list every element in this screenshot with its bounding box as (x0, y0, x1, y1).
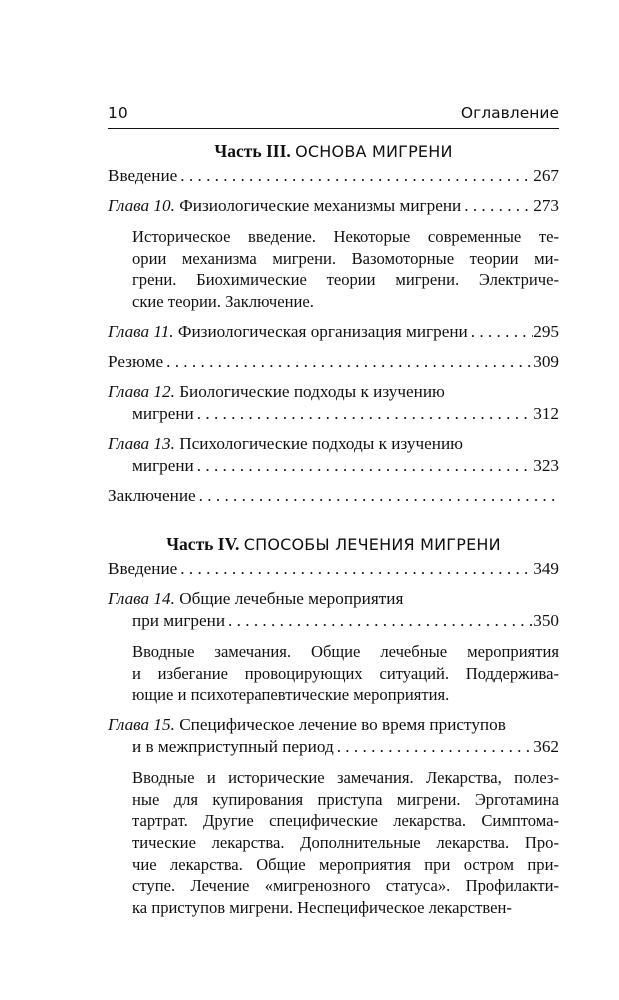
chapter-title-text: мигрени (132, 455, 194, 475)
leader-dots (177, 165, 533, 187)
part-title (108, 533, 559, 556)
description-line: ные для купирования приступа мигрени. Эрготамина (132, 789, 559, 809)
toc-line (108, 610, 559, 632)
toc-line (108, 485, 559, 507)
chapter-title-text: мигрени (132, 403, 194, 423)
toc-page-number: 273 (533, 196, 559, 215)
toc-line (108, 588, 559, 610)
toc-chapter-title (108, 382, 445, 401)
toc-line (108, 351, 559, 373)
header-rule (108, 128, 559, 129)
toc-chapter-entry (108, 195, 559, 313)
part-label: Часть IV. (166, 533, 240, 554)
chapter-title-text: Физиологические механизмы мигрени (179, 196, 462, 215)
toc-page-number: 349 (533, 558, 559, 578)
toc-line (108, 165, 559, 187)
description-line: ка приступов мигрени. Неспецифическое лекарствен- (132, 898, 512, 918)
toc-chapter-entry (108, 433, 559, 477)
chapter-title-text: Специфическое лечение во время приступов (179, 714, 506, 734)
toc-page-number: 309 (533, 351, 559, 371)
table-of-contents (108, 136, 559, 919)
chapter-title-text: при мигрени (132, 610, 226, 630)
toc-line (108, 736, 559, 758)
toc-entry (108, 558, 559, 580)
toc-chapter-entry (108, 321, 559, 343)
toc-chapter-entry (108, 381, 559, 425)
description-line: ории механизма мигрени. Вазомоторные теории ми- (132, 248, 559, 268)
toc-chapter-entry (108, 588, 559, 706)
toc-line (108, 381, 559, 403)
page-number: 10 (108, 104, 128, 122)
description-line: тартрат. Другие специфические лекарства. Симптома- (132, 811, 559, 831)
toc-line (108, 321, 559, 343)
description-line: Историческое введение. Некоторые современные те- (132, 227, 559, 246)
part-title (108, 140, 559, 163)
toc-line (108, 433, 559, 455)
chapter-label: Глава 10. (108, 196, 175, 215)
toc-chapter-title (108, 321, 468, 343)
toc-chapter-title (108, 589, 403, 608)
toc-chapter-entry (108, 714, 559, 919)
chapter-label: Глава 15. (108, 714, 175, 734)
toc-line (108, 455, 559, 477)
toc-chapter-title (132, 403, 194, 425)
toc-entry (108, 485, 559, 507)
chapter-label: Глава 14. (108, 588, 175, 608)
toc-entry-title: Введение (108, 558, 178, 578)
leader-dots (334, 736, 534, 758)
toc-line (108, 403, 559, 425)
toc-page-number: 267 (533, 166, 559, 185)
description-line: грени. Биохимические теории мигрени. Электриче- (132, 270, 559, 290)
chapter-label: Глава 11. (108, 321, 174, 341)
chapter-description (132, 767, 559, 919)
toc-chapter-title (108, 715, 506, 734)
chapter-title-text: Биологические подходы к изучению (179, 381, 445, 401)
toc-line (108, 195, 559, 217)
chapter-description (132, 226, 559, 313)
section-title: Оглавление (460, 104, 559, 122)
chapter-title-text: Общие лечебные мероприятия (179, 588, 404, 608)
toc-page-number: 350 (533, 610, 559, 630)
toc-chapter-title (132, 455, 194, 477)
toc-chapter-title (132, 736, 334, 758)
description-line: ступе. Лечение «мигренозного статуса». Профилакти- (132, 876, 559, 896)
description-line: ские теории. Заключение. (132, 292, 314, 312)
leader-dots (468, 321, 533, 343)
description-line: Вводные и исторические замечания. Лекарства, полез- (132, 767, 559, 787)
leader-dots (461, 195, 533, 217)
chapter-label: Глава 12. (108, 381, 175, 401)
leader-dots (194, 455, 533, 477)
part-name: ОСНОВА МИГРЕНИ (295, 142, 453, 161)
toc-entry (108, 165, 559, 187)
leader-dots (177, 558, 533, 580)
chapter-title-text: Физиологическая организация мигрени (177, 321, 468, 341)
toc-page-number: 323 (533, 455, 559, 475)
toc-chapter-title (132, 610, 225, 632)
chapter-description (132, 641, 559, 706)
toc-page-number: 362 (533, 736, 559, 756)
description-line: ющие и психотерапевтические мероприятия. (132, 685, 450, 705)
toc-page-number: 295 (533, 321, 559, 341)
description-line: и избегание провоцирующих ситуаций. Поддержива- (132, 663, 559, 683)
chapter-label: Глава 13. (108, 433, 175, 453)
part-name: СПОСОБЫ ЛЕЧЕНИЯ МИГРЕНИ (243, 534, 501, 554)
toc-line (108, 558, 559, 580)
leader-dots (194, 403, 533, 425)
leader-dots (196, 485, 559, 507)
toc-entry-title: Резюме (108, 351, 164, 371)
toc-entry-title: Введение (108, 166, 178, 185)
toc-entry (108, 351, 559, 373)
leader-dots (163, 351, 533, 373)
chapter-title-text: Психологические подходы к изучению (179, 433, 463, 453)
description-line: тические лекарства. Дополнительные лекарства. Про- (132, 833, 559, 853)
toc-entry-title: Заключение (108, 485, 196, 505)
toc-page-number: 312 (533, 403, 559, 423)
running-head (108, 104, 559, 122)
toc-chapter-title (108, 434, 463, 453)
toc-line (108, 714, 559, 736)
part-label: Часть III. (214, 141, 291, 161)
description-line: чие лекарства. Общие мероприятия при остром при- (132, 854, 559, 874)
chapter-title-text: и в межприступный период (132, 736, 334, 756)
part-spacer (108, 507, 559, 529)
toc-chapter-title (108, 195, 461, 217)
leader-dots (225, 610, 533, 632)
description-line: Вводные замечания. Общие лечебные мероприятия (132, 641, 559, 661)
